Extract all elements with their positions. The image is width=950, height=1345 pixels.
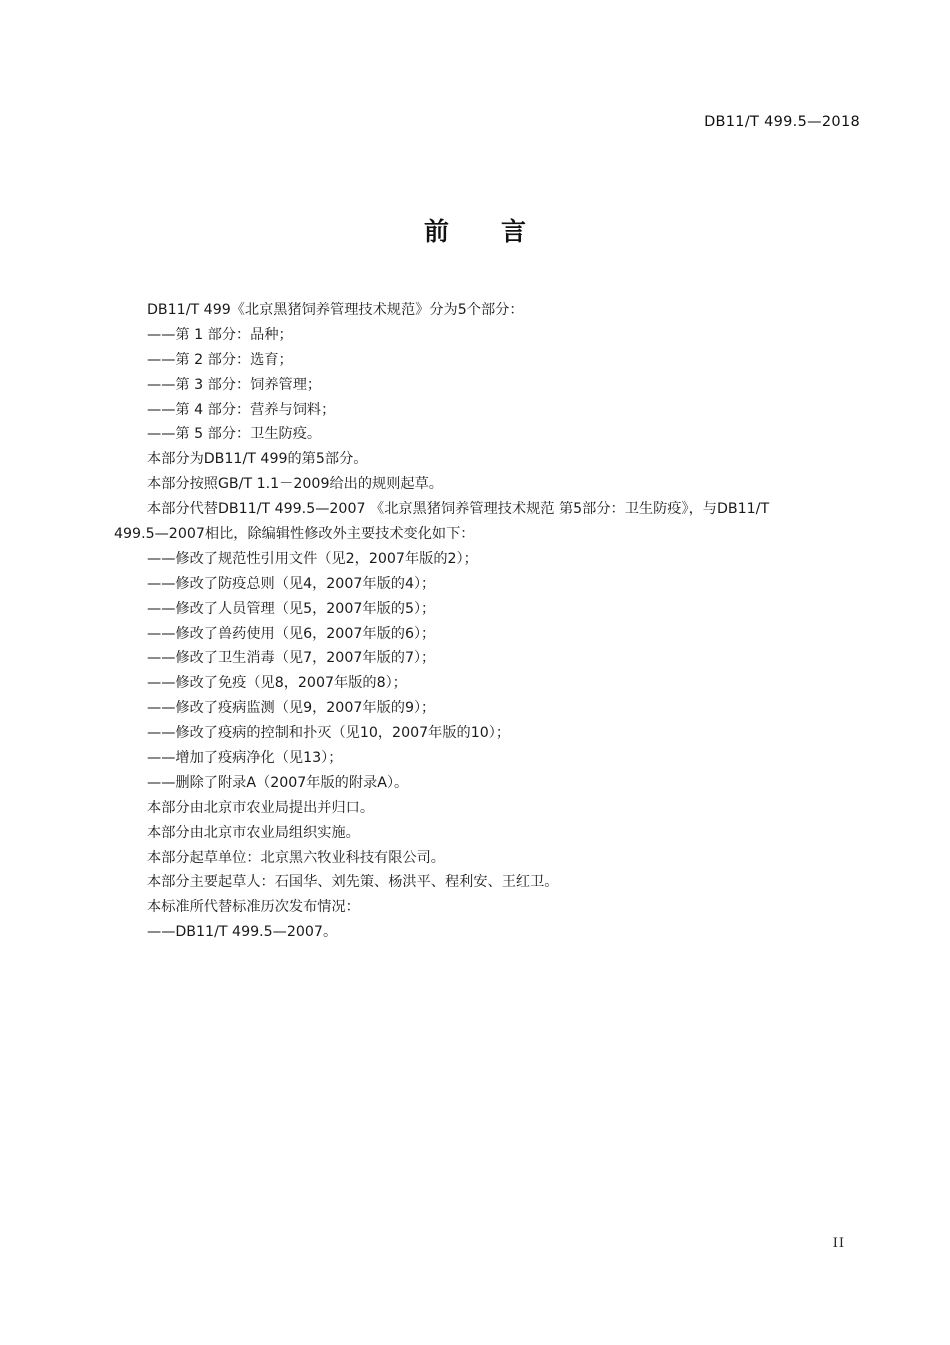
paragraph-replaces-continued: 499.5—2007相比，除编辑性修改外主要技术变化如下：: [114, 526, 475, 543]
paragraph-implemented-by: 本部分由北京市农业局组织实施。: [147, 824, 360, 841]
list-item-part-2: ——第 2 部分：选育；: [147, 351, 293, 368]
list-item-change: ——删除了附录A（2007年版的附录A）。: [147, 774, 409, 791]
paragraph-drafting-unit: 本部分起草单位：北京黑六牧业科技有限公司。: [147, 849, 445, 866]
paragraph-drafters: 本部分主要起草人：石国华、刘先策、杨洪平、程利安、王红卫。: [147, 874, 559, 891]
section-title: 前言: [423, 217, 578, 246]
list-item-part-1: ——第 1 部分：品种；: [147, 326, 293, 343]
paragraph-drafting-rules: 本部分按照GB/T 1.1－2009给出的规则起草。: [147, 476, 443, 493]
list-item-change: ——修改了规范性引用文件（见2，2007年版的2）；: [147, 550, 478, 567]
paragraph-proposed-by: 本部分由北京市农业局提出并归口。: [147, 799, 375, 816]
body-text: [114, 298, 864, 945]
paragraph-replaces: 本部分代替DB11/T 499.5—2007 《北京黑猪饲养管理技术规范 第5部分：卫生防疫》，与DB11/T: [147, 501, 770, 518]
list-item-change: ——增加了疫病净化（见13）；: [147, 750, 343, 767]
list-item-change: ——修改了兽药使用（见6，2007年版的6）；: [147, 625, 436, 642]
paragraph-this-part: 本部分为DB11/T 499的第5部分。: [147, 451, 368, 468]
list-item-change: ——修改了人员管理（见5，2007年版的5）；: [147, 600, 436, 617]
list-item-part-4: ——第 4 部分：营养与饲料；: [147, 401, 336, 418]
list-item-part-5: ——第 5 部分：卫生防疫。: [147, 426, 322, 443]
document-code: DB11/T 499.5—2018: [704, 114, 860, 130]
list-item-part-3: ——第 3 部分：饲养管理；: [147, 376, 322, 393]
list-item-change: ——修改了免疫（见8，2007年版的8）；: [147, 675, 407, 692]
list-item-previous-edition: ——DB11/T 499.5—2007。: [147, 924, 338, 941]
list-item-change: ——修改了卫生消毒（见7，2007年版的7）；: [147, 650, 436, 667]
paragraph-intro: DB11/T 499《北京黑猪饲养管理技术规范》分为5个部分：: [147, 302, 524, 318]
paragraph-release-history: 本标准所代替标准历次发布情况：: [147, 899, 360, 916]
list-item-change: ——修改了疫病的控制和扑灭（见10，2007年版的10）；: [147, 725, 511, 742]
list-item-change: ——修改了防疫总则（见4，2007年版的4）；: [147, 575, 436, 592]
page-number: II: [832, 1236, 845, 1251]
list-item-change: ——修改了疫病监测（见9，2007年版的9）；: [147, 700, 436, 717]
